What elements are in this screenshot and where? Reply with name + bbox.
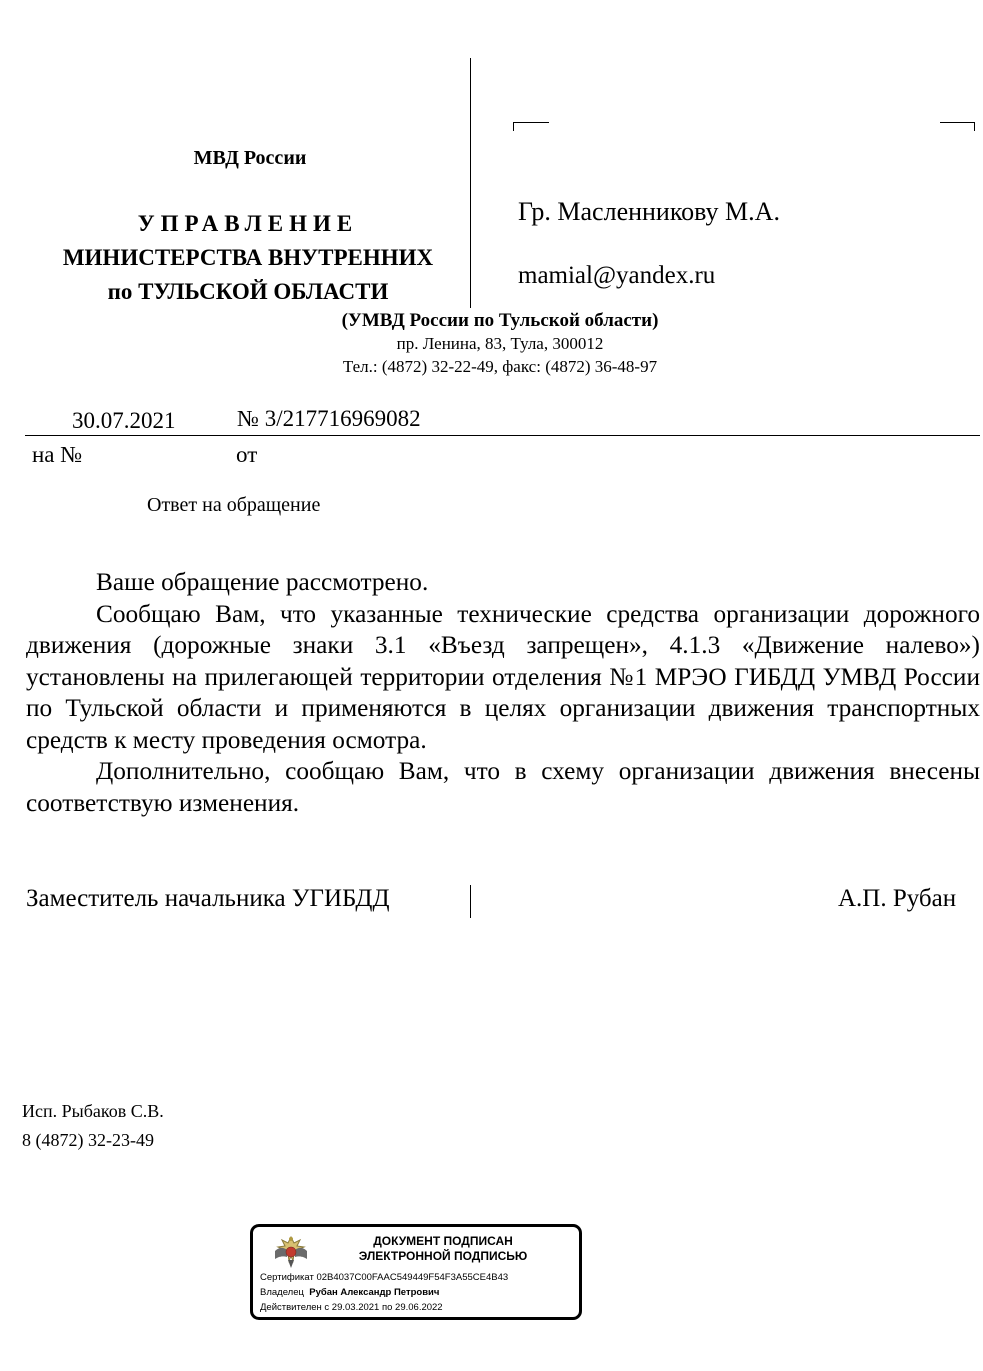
- department-title-line1: УПРАВЛЕНИЕ: [137, 211, 359, 236]
- reference-date-label: от: [236, 442, 258, 467]
- electronic-signature-stamp: [250, 1224, 582, 1320]
- signatory-name: А.П. Рубан: [838, 885, 957, 912]
- recipient-email: mamial@yandex.ru: [518, 262, 716, 289]
- stamp-certificate-row: [260, 1272, 508, 1283]
- stamp-owner-label: Владелец: [260, 1287, 304, 1298]
- registration-line: [25, 435, 980, 436]
- department-short-name: (УМВД России по Тульской области): [341, 310, 659, 331]
- department-phones: Тел.: (4872) 32-22-49, факс: (4872) 36-48-97: [342, 357, 658, 376]
- address-corner-mark-left: [513, 122, 549, 131]
- department-title-line3: по ТУЛЬСКОЙ ОБЛАСТИ: [107, 279, 389, 304]
- stamp-owner-value: Рубан Александр Петрович: [309, 1287, 440, 1298]
- department-address: пр. Ленина, 83, Тула, 300012: [396, 334, 604, 353]
- document-date: 30.07.2021: [72, 408, 176, 433]
- department-title-line2: МИНИСТЕРСТВА ВНУТРЕННИХ: [62, 245, 434, 270]
- executor-name: Исп. Рыбаков С.В.: [22, 1101, 164, 1121]
- mvd-eagle-emblem-icon: [267, 1233, 315, 1273]
- ministry-name: МВД России: [193, 147, 307, 169]
- stamp-validity: Действителен с 29.03.2021 по 29.06.2022: [260, 1302, 443, 1313]
- reference-number-label: на №: [32, 442, 83, 467]
- stamp-title-line2: ЭЛЕКТРОННОЙ ПОДПИСЬЮ: [358, 1249, 528, 1263]
- letter-body: [26, 567, 980, 819]
- stamp-certificate-label: Сертификат: [260, 1272, 314, 1283]
- address-corner-mark-right: [940, 122, 975, 131]
- stamp-owner-row: [260, 1287, 439, 1298]
- stamp-certificate-value: 02B4037C00FAAC549449F54F3A55CE4B43: [316, 1272, 509, 1283]
- signature-divider: [470, 885, 471, 918]
- body-paragraph-3: Дополнительно, сообщаю Вам, что в схему организации движения внесены соответствую изменения.: [26, 757, 980, 817]
- body-paragraph-2: Сообщаю Вам, что указанные технические средства организации дорожного движения (дорожные знаки 3.1 «Въезд запрещен», 4.1.3 «Движение налево») установлены на прилегающей территории отделения №1 МРЭО ГИБДД УМВД России по Тульской области и применяются в целях организации движения транспортных средств к месту проведения осмотра.: [26, 599, 980, 754]
- document-number: № 3/217716969082: [237, 406, 421, 431]
- stamp-title-line1: ДОКУМЕНТ ПОДПИСАН: [373, 1234, 513, 1248]
- body-paragraph-1: Ваше обращение рассмотрено.: [96, 568, 429, 596]
- recipient-name: Гр. Масленникову М.А.: [518, 197, 780, 226]
- document-subject: Ответ на обращение: [147, 494, 321, 516]
- header-divider: [470, 58, 471, 308]
- executor-phone: 8 (4872) 32-23-49: [22, 1130, 154, 1150]
- signatory-title: Заместитель начальника УГИБДД: [26, 885, 390, 912]
